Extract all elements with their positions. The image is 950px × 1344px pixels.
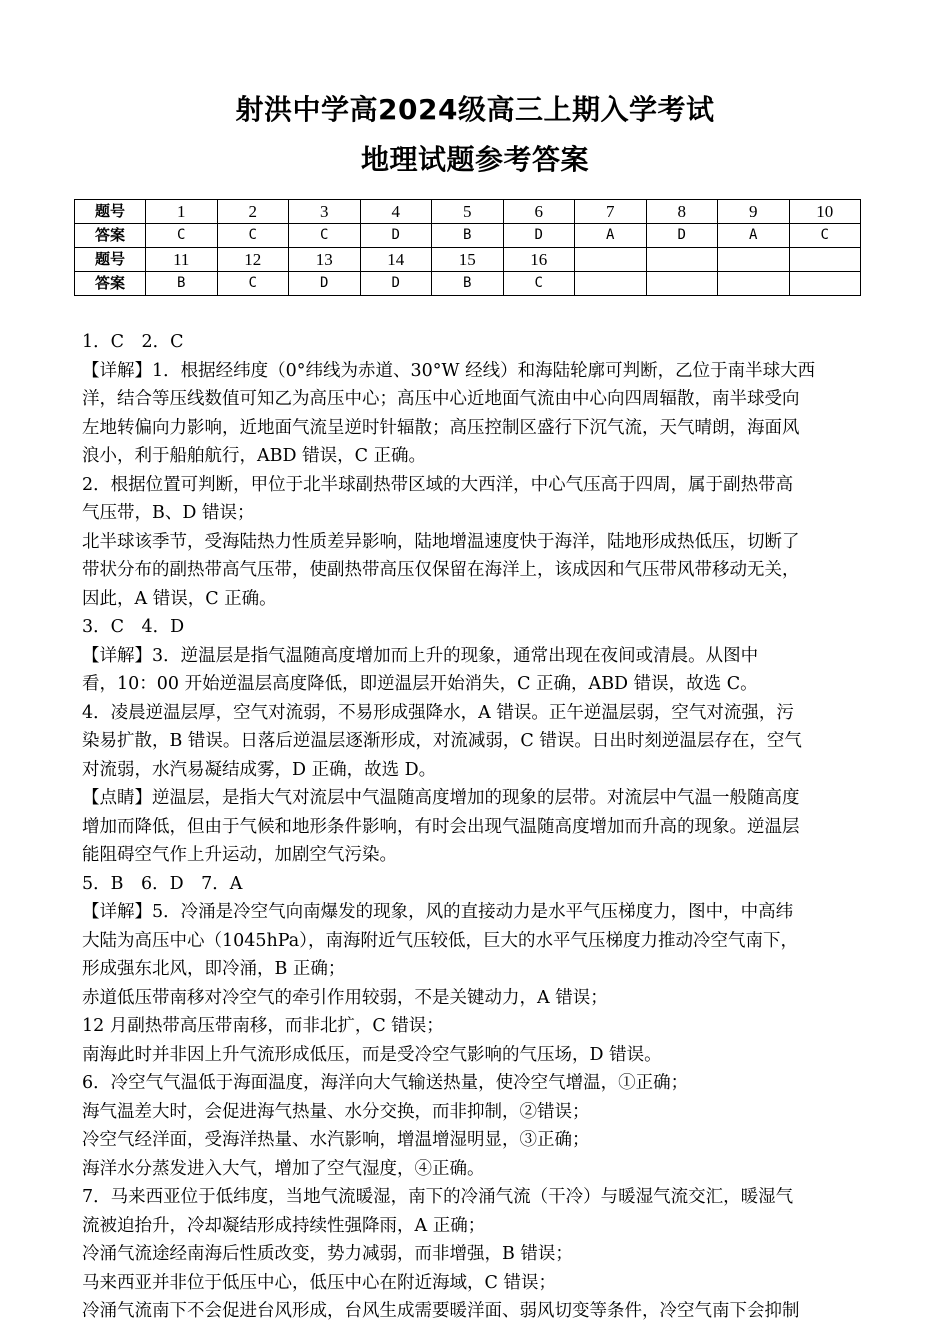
table-row [75,248,861,272]
explanation-line: 【详解】1．根据经纬度（0°纬线为赤道、30°W 经线）和海陆轮廓可判断，乙位于南半球大西 [82,360,816,381]
answer-cell: C [217,224,289,248]
answer-cell: B [432,272,504,296]
explanation-line: 左地转偏向力影响，近地面气流呈逆时针辐散；高压控制区盛行下沉气流，天气晴朗，海面风 [82,417,800,438]
answer-cell: C [146,224,218,248]
explanation-line: 气压带，B、D 错误； [82,503,255,523]
explanation-line: 形成强东北风，即冷涌，B 正确； [82,959,346,979]
question-number-cell: 14 [360,248,432,272]
explanation-line: 南海此时并非因上升气流形成低压，而是受冷空气影响的气压场，D 错误。 [82,1044,662,1065]
explanation-line: 5．B 6．D 7．A [82,873,243,894]
table-header-cell: 题号 [75,200,146,224]
answer-cell: C [289,224,361,248]
answer-cell: D [503,224,575,248]
explanation-line: 对流弱，水汽易凝结成雾，D 正确，故选 D。 [82,759,437,780]
empty-cell [646,248,718,272]
explanation-line: 冷涌气流途经南海后性质改变，势力减弱，而非增强，B 错误； [82,1244,573,1264]
question-number-cell: 6 [503,200,575,224]
question-number-cell: 13 [289,248,361,272]
document-subtitle: 地理试题参考答案 [360,143,589,176]
explanation-line: 【点睛】逆温层，是指大气对流层中气温随高度增加的现象的层带。对流层中气温一般随高度 [82,788,800,808]
explanation-line: 3．C 4．D [82,617,185,637]
question-number-cell: 4 [360,200,432,224]
empty-cell [789,272,861,296]
answer-cell: A [718,224,790,248]
explanation-line: 12 月副热带高压带南移，而非北扩，C 错误； [82,1016,444,1036]
question-number-cell: 15 [432,248,504,272]
explanation-line: 看，10：00 开始逆温层高度降低，即逆温层开始消失，C 正确，ABD 错误，故选 C。 [82,674,758,694]
question-number-cell: 7 [575,200,647,224]
question-number-cell: 16 [503,248,575,272]
answer-cell: B [432,224,504,248]
explanation-line: 能阻碍空气作上升运动，加剧空气污染。 [82,845,397,865]
explanation-line: 马来西亚并非位于低压中心，低压中心在附近海域，C 错误； [82,1272,556,1293]
explanation-line: 带状分布的副热带高气压带，使副热带高压仅保留在海洋上，该成因和气压带风带移动无关， [82,560,800,580]
table-header-cell: 答案 [75,224,146,248]
question-number-cell: 3 [289,200,361,224]
explanation-line: 流被迫抬升，冷却凝结形成持续性强降雨，A 正确； [82,1215,486,1236]
table-row [75,272,861,296]
document-title: 射洪中学高2024级高三上期入学考试 [235,93,715,126]
answer-cell: C [217,272,289,296]
explanation-line: 【详解】3．逆温层是指气温随高度增加而上升的现象，通常出现在夜间或清晨。从图中 [82,645,759,666]
explanation-line: 北半球该季节，受海陆热力性质差异影响，陆地增温速度快于海洋，陆地形成热低压，切断了 [82,531,800,552]
explanation-line: 大陆为高压中心（1045hPa），南海附近气压较低，巨大的水平气压梯度力推动冷空气南下， [82,930,798,951]
question-number-cell: 10 [789,200,861,224]
empty-cell [646,272,718,296]
explanation-line: 赤道低压带南移对冷空气的牵引作用较弱，不是关键动力，A 错误； [82,987,608,1008]
explanation-line: 增加而降低，但由于气候和地形条件影响，有时会出现气温随高度增加而升高的现象。逆温层 [82,816,800,837]
explanation-line: 2．根据位置可判断，甲位于北半球副热带区域的大西洋，中心气压高于四周，属于副热带高 [82,474,794,495]
explanation-line: 海气温差大时，会促进海气热量、水分交换，而非抑制，②错误； [82,1101,590,1122]
explanation-line: 7．马来西亚位于低纬度，当地气流暖湿，南下的冷涌气流（干冷）与暖湿气流交汇，暖湿气 [82,1187,794,1207]
answer-cell: A [575,224,647,248]
answer-cell: B [146,272,218,296]
empty-cell [718,248,790,272]
explanation-line: 【详解】5．冷涌是冷空气向南爆发的现象，风的直接动力是水平气压梯度力，图中，中高纬 [82,902,794,922]
table-header-cell: 答案 [75,272,146,296]
explanation-line: 洋，结合等压线数值可知乙为高压中心；高压中心近地面气流由中心向四周辐散，南半球受向 [82,389,800,409]
answer-cell: D [646,224,718,248]
explanation-line: 染易扩散，B 错误。日落后逆温层逐渐形成，对流减弱，C 错误。日出时刻逆温层存在，空气 [82,731,802,751]
question-number-cell: 2 [217,200,289,224]
empty-cell [575,272,647,296]
explanation-line: 海洋水分蒸发进入大气，增加了空气湿度，④正确。 [82,1158,485,1179]
answer-cell: D [289,272,361,296]
empty-cell [789,248,861,272]
answer-cell: C [503,272,575,296]
empty-cell [718,272,790,296]
table-row [75,224,861,248]
explanation-text [82,328,872,1326]
explanation-line: 6．冷空气气温低于海面温度，海洋向大气输送热量，使冷空气增温，①正确； [82,1073,689,1093]
empty-cell [575,248,647,272]
question-number-cell: 8 [646,200,718,224]
table-row [75,200,861,224]
question-number-cell: 12 [217,248,289,272]
answer-table [74,199,861,296]
question-number-cell: 9 [718,200,790,224]
table-header-cell: 题号 [75,248,146,272]
question-number-cell: 1 [146,200,218,224]
explanation-line: 因此，A 错误，C 正确。 [82,588,277,609]
question-number-cell: 11 [146,248,218,272]
answer-cell: D [360,224,432,248]
explanation-line: 1．C 2．C [82,332,184,352]
explanation-line: 浪小，利于船舶航行，ABD 错误，C 正确。 [82,446,427,466]
question-number-cell: 5 [432,200,504,224]
answer-cell: C [789,224,861,248]
explanation-line: 4．凌晨逆温层厚，空气对流弱，不易形成强降水，A 错误。正午逆温层弱，空气对流强，污 [82,702,794,723]
answer-cell: D [360,272,432,296]
explanation-line: 冷空气经洋面，受海洋热量、水汽影响，增温增湿明显，③正确； [82,1130,590,1150]
explanation-line: 冷涌气流南下不会促进台风形成，台风生成需要暖洋面、弱风切变等条件，冷空气南下会抑制 [82,1301,800,1321]
